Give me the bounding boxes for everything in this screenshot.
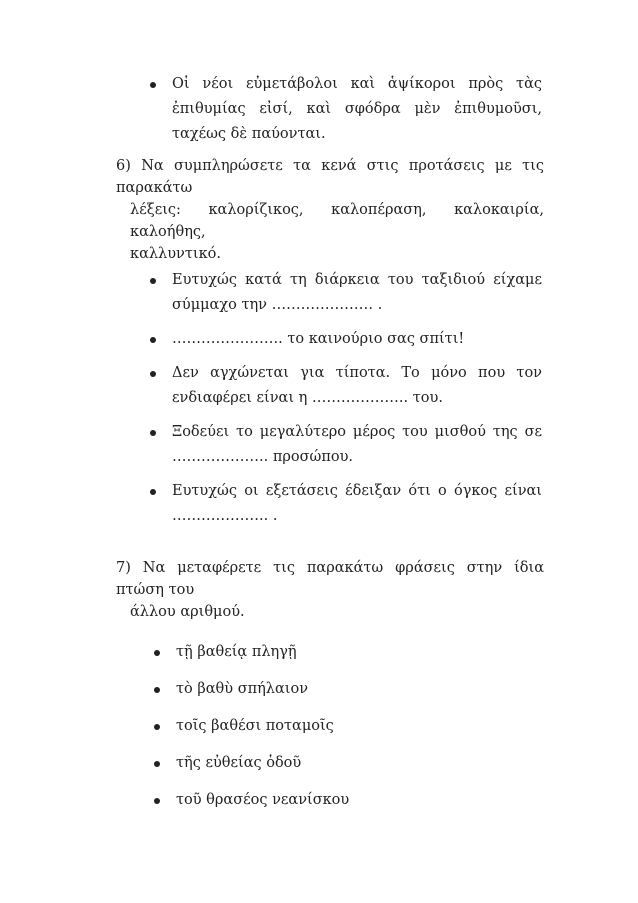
- list-item: [154, 751, 546, 776]
- list-item: [154, 788, 546, 813]
- question-7-item-5: τοῦ θρασέος νεανίσκου: [176, 792, 350, 808]
- bullet-icon: [150, 337, 156, 343]
- question-6-item-4: Ξοδεύει το μεγαλύτερο μέρος του μισθού της σε ……………….. προσώπου.: [172, 424, 542, 465]
- list-item: [154, 640, 546, 665]
- list-item: [150, 72, 542, 147]
- list-item: [154, 714, 546, 739]
- question-7-item-3: τοῖς βαθέσι ποταμοῖς: [176, 718, 334, 734]
- bullet-icon: [150, 489, 156, 495]
- intro-bullet-text: Οἱ νέοι εὐμετάβολοι καὶ ἁψίκοροι πρὸς τὰς ἐπιθυμίας εἰσί, καὶ σφόδρα μὲν ἐπιθυμοῦσι, ταχέως δὲ παύονται.: [172, 76, 542, 142]
- question-7-prompt: [116, 557, 544, 623]
- bullet-icon: [150, 278, 156, 284]
- question-6-item-2: ………………….. το καινούριο σας σπίτι!: [172, 331, 465, 347]
- bullet-icon: [154, 761, 160, 767]
- bullet-icon: [150, 82, 156, 88]
- list-item: [150, 268, 542, 318]
- question-6-line-2: λέξεις: καλορίζικος, καλοπέραση, καλοκαιρία, καλοήθης,: [130, 202, 544, 240]
- question-6-prompt: [116, 155, 544, 265]
- question-6-line-1: 6) Να συμπληρώσετε τα κενά στις προτάσεις με τις παρακάτω: [116, 158, 544, 196]
- question-6-item-1: Ευτυχώς κατά τη διάρκεια του ταξιδιού είχαμε σύμμαχο την ………………… .: [172, 272, 542, 313]
- bullet-icon: [154, 798, 160, 804]
- question-7-items: [154, 640, 546, 825]
- list-item: [150, 420, 542, 470]
- question-7-item-2: τὸ βαθὺ σπήλαιον: [176, 681, 309, 697]
- question-6-items: [150, 268, 542, 538]
- intro-bullet-list: [150, 72, 542, 147]
- bullet-icon: [154, 650, 160, 656]
- bullet-icon: [150, 371, 156, 377]
- list-item: [150, 361, 542, 411]
- question-7-item-1: τῇ βαθείᾳ πληγῇ: [176, 644, 297, 660]
- bullet-icon: [150, 430, 156, 436]
- list-item: [150, 327, 542, 352]
- bullet-icon: [154, 687, 160, 693]
- question-6-line-3: καλλυντικό.: [130, 246, 221, 262]
- question-6-item-3: Δεν αγχώνεται για τίποτα. Το μόνο που τον ενδιαφέρει είναι η ……………….. του.: [172, 365, 542, 406]
- bullet-icon: [154, 724, 160, 730]
- list-item: [150, 479, 542, 529]
- question-6-item-5: Ευτυχώς οι εξετάσεις έδειξαν ότι ο όγκος είναι ……………….. .: [172, 483, 542, 524]
- question-7-item-4: τῆς εὐθείας ὁδοῦ: [176, 755, 302, 771]
- list-item: [154, 677, 546, 702]
- question-7-line-2: άλλου αριθμού.: [130, 604, 245, 620]
- question-7-line-1: 7) Να μεταφέρετε τις παρακάτω φράσεις στην ίδια πτώση του: [116, 560, 544, 598]
